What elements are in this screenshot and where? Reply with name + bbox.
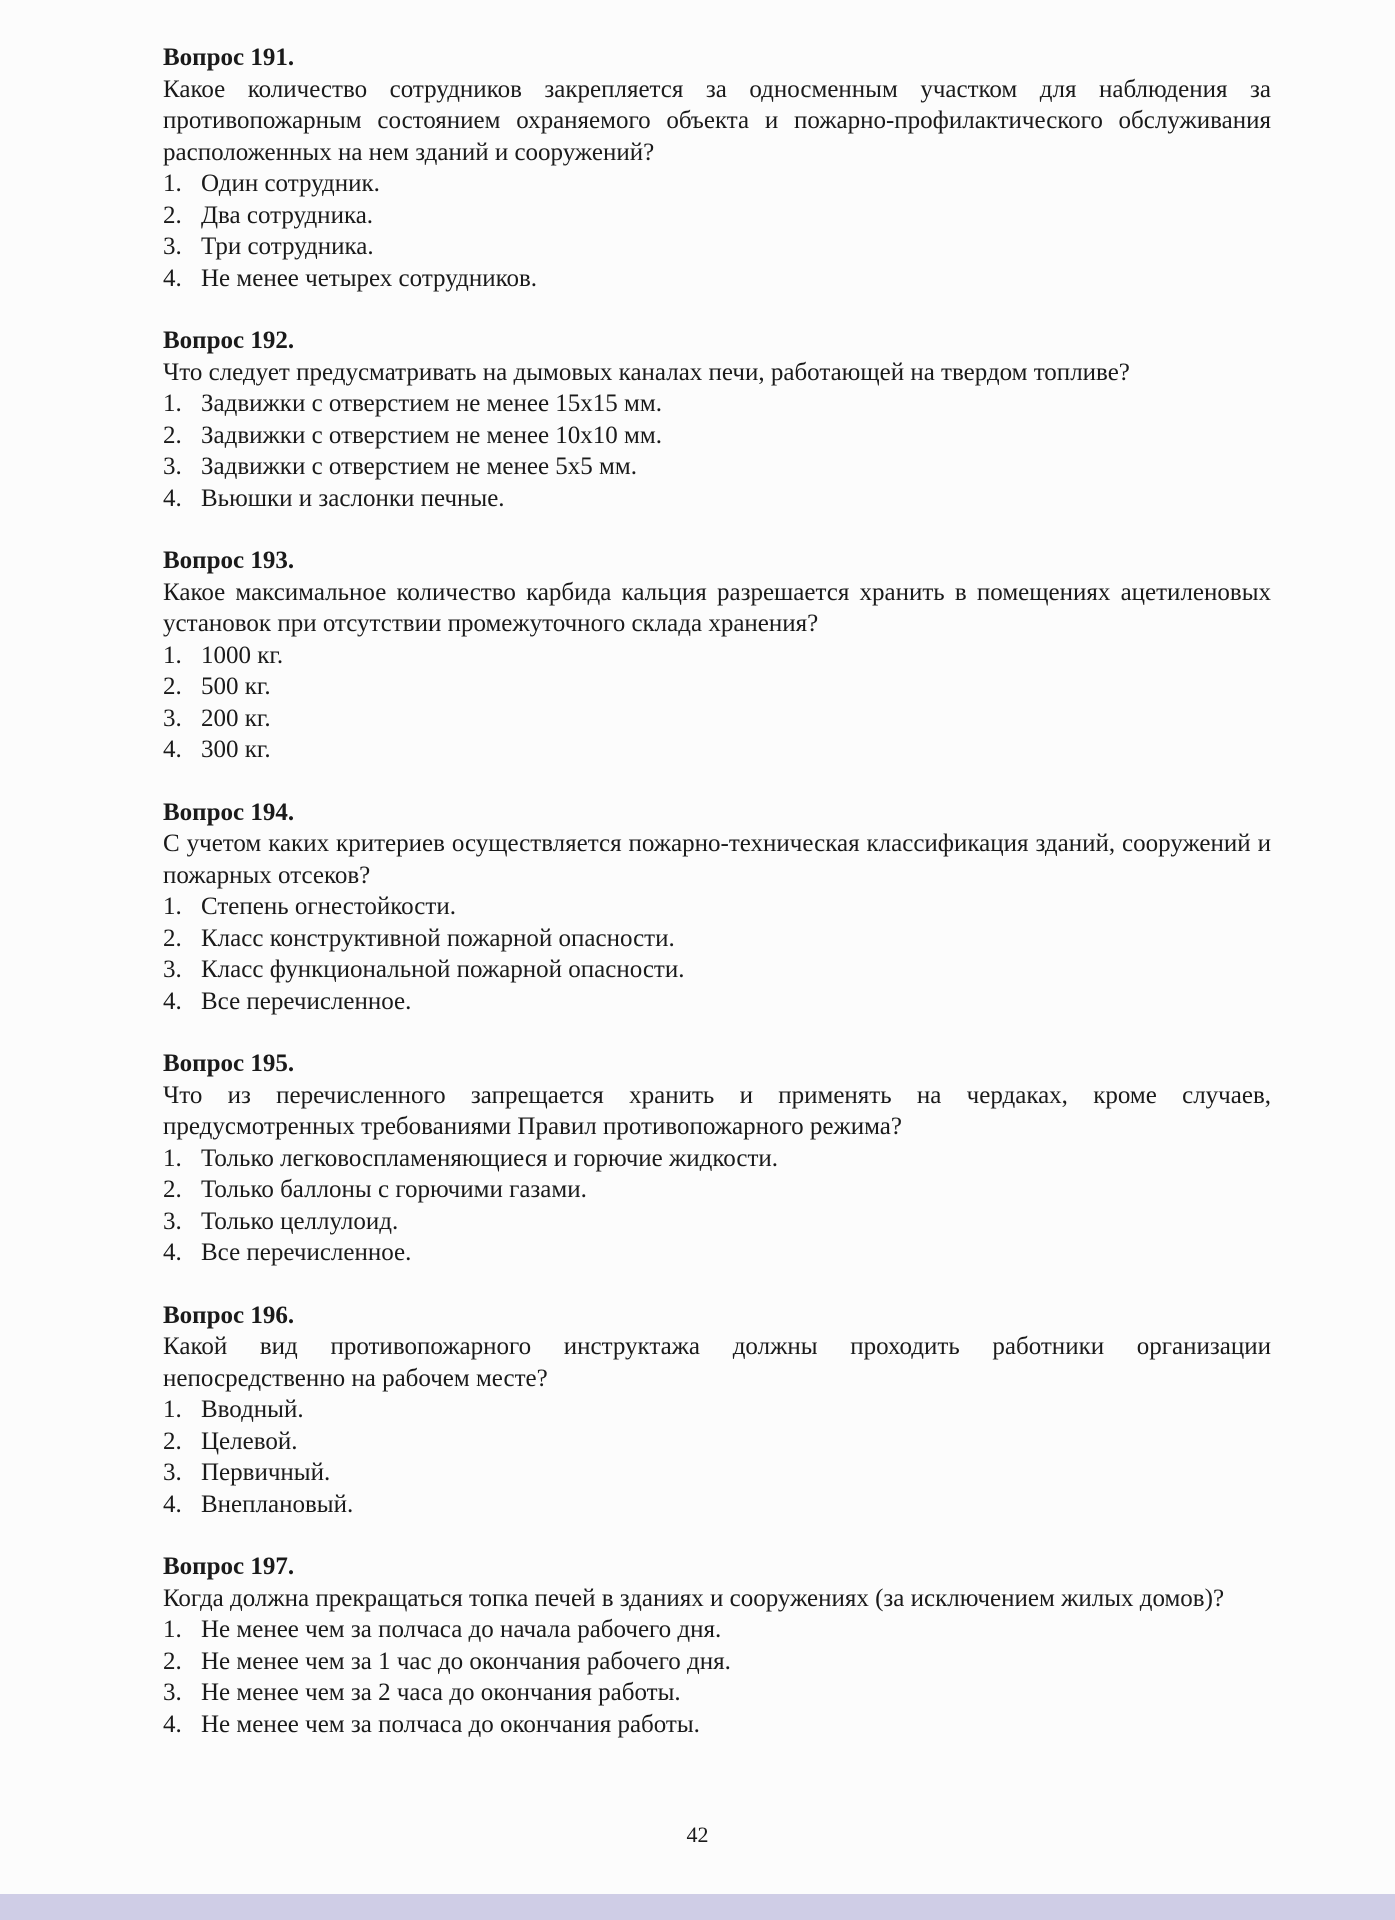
option-number: 3.: [163, 704, 182, 732]
option-number: 1.: [163, 170, 182, 197]
answer-option: [163, 231, 1271, 263]
answer-option: [163, 734, 1271, 766]
answer-options: [163, 891, 1271, 1017]
question-text: Когда должна прекращаться топка печей в зданиях и сооружениях (за исключением жилых домов)?: [163, 1584, 1225, 1612]
answer-option: [163, 1646, 1271, 1678]
option-text: Класс функциональной пожарной опасности.: [201, 956, 685, 983]
option-number: 4.: [163, 484, 182, 512]
option-number: 3.: [163, 956, 182, 983]
questions-list: [163, 42, 1271, 1771]
option-number: 3.: [163, 233, 182, 260]
answer-option: [163, 986, 1271, 1018]
option-number: 1.: [163, 390, 182, 417]
answer-option: [163, 1394, 1271, 1426]
question-194: [163, 797, 1271, 1018]
option-text: Внеплановый.: [201, 1490, 354, 1518]
question-title: Вопрос 196.: [163, 1301, 295, 1329]
question-196: [163, 1300, 1271, 1521]
option-text: Класс конструктивной пожарной опасности.: [201, 924, 675, 952]
scan-bottom-band: [0, 1894, 1395, 1920]
answer-option: [163, 1489, 1271, 1521]
option-number: 4.: [163, 987, 182, 1015]
answer-option: [163, 640, 1271, 672]
option-text: Все перечисленное.: [201, 1239, 412, 1266]
option-text: Не менее чем за полчаса до окончания работы.: [201, 1710, 700, 1738]
question-text: Какой вид противопожарного инструктажа должны проходить работники организации непосредственно на рабочем месте?: [163, 1333, 1271, 1392]
option-number: 2.: [163, 1427, 182, 1455]
option-number: 2.: [163, 1176, 182, 1203]
option-text: 1000 кг.: [201, 641, 284, 669]
answer-option: [163, 483, 1271, 515]
option-text: Вводный.: [201, 1396, 304, 1423]
answer-option: [163, 200, 1271, 232]
answer-option: [163, 451, 1271, 483]
answer-options: [163, 1614, 1271, 1740]
question-197: [163, 1551, 1271, 1740]
answer-option: [163, 671, 1271, 703]
option-number: 1.: [163, 1396, 182, 1423]
answer-option: [163, 388, 1271, 420]
option-number: 2.: [163, 1647, 182, 1675]
answer-option: [163, 1614, 1271, 1646]
option-text: Степень огнестойкости.: [201, 893, 456, 920]
option-number: 4.: [163, 1239, 182, 1266]
option-number: 2.: [163, 201, 182, 229]
answer-options: [163, 1394, 1271, 1520]
answer-options: [163, 388, 1271, 514]
question-title: Вопрос 197.: [163, 1553, 295, 1580]
option-number: 1.: [163, 641, 182, 669]
option-text: Только баллоны с горючими газами.: [201, 1176, 587, 1203]
option-text: Только целлулоид.: [201, 1207, 399, 1235]
question-text: С учетом каких критериев осуществляется пожарно-техническая классификация зданий, сооружений и пожарных отсеков?: [163, 830, 1271, 889]
answer-option: [163, 168, 1271, 200]
option-text: Первичный.: [201, 1459, 331, 1486]
option-text: Не менее чем за 1 час до окончания рабочего дня.: [201, 1647, 731, 1675]
option-text: Все перечисленное.: [201, 987, 412, 1015]
option-number: 1.: [163, 1144, 182, 1172]
option-text: Два сотрудника.: [201, 201, 374, 229]
answer-option: [163, 954, 1271, 986]
option-text: Задвижки с отверстием не менее 10x10 мм.: [201, 421, 662, 449]
option-text: Три сотрудника.: [201, 233, 374, 260]
question-191: [163, 42, 1271, 294]
answer-option: [163, 1426, 1271, 1458]
answer-option: [163, 1457, 1271, 1489]
question-title: Вопрос 192.: [163, 327, 295, 354]
option-number: 1.: [163, 1616, 182, 1643]
option-number: 3.: [163, 1207, 182, 1235]
question-text: Что следует предусматривать на дымовых каналах печи, работающей на твердом топливе?: [163, 358, 1130, 386]
answer-option: [163, 1143, 1271, 1175]
answer-option: [163, 263, 1271, 295]
answer-option: [163, 703, 1271, 735]
question-title: Вопрос 194.: [163, 798, 295, 826]
option-text: Задвижки с отверстием не менее 5x5 мм.: [201, 453, 637, 480]
option-number: 1.: [163, 893, 182, 920]
answer-options: [163, 168, 1271, 294]
question-text: Какое максимальное количество карбида кальция разрешается хранить в помещениях ацетиленовых установок при отсутствии промежуточного склада хранения?: [163, 578, 1271, 637]
answer-option: [163, 923, 1271, 955]
answer-option: [163, 420, 1271, 452]
option-number: 4.: [163, 1710, 182, 1738]
option-text: 500 кг.: [201, 673, 271, 700]
option-number: 3.: [163, 453, 182, 480]
option-text: 200 кг.: [201, 704, 271, 732]
option-text: Один сотрудник.: [201, 170, 380, 197]
question-text: Какое количество сотрудников закрепляется за односменным участком для наблюдения за противопожарным состоянием охраняемого объекта и пожарно-профилактического обслуживания расположенных на нем зданий и сооружений?: [163, 75, 1271, 166]
question-192: [163, 325, 1271, 514]
question-text: Что из перечисленного запрещается хранить и применять на чердаках, кроме случаев, предусмотренных требованиями Правил противопожарного режима?: [163, 1081, 1271, 1140]
option-number: 3.: [163, 1679, 182, 1706]
question-193: [163, 545, 1271, 766]
question-title: Вопрос 191.: [163, 44, 295, 71]
answer-option: [163, 1677, 1271, 1709]
option-number: 2.: [163, 421, 182, 449]
option-number: 2.: [163, 924, 182, 952]
option-number: 4.: [163, 1490, 182, 1518]
option-text: Задвижки с отверстием не менее 15x15 мм.: [201, 390, 662, 417]
answer-option: [163, 891, 1271, 923]
option-text: 300 кг.: [201, 736, 271, 763]
answer-option: [163, 1237, 1271, 1269]
answer-options: [163, 640, 1271, 766]
page-number: 42: [686, 1822, 709, 1847]
question-195: [163, 1048, 1271, 1269]
answer-option: [163, 1206, 1271, 1238]
answer-option: [163, 1709, 1271, 1741]
option-text: Не менее чем за полчаса до начала рабочего дня.: [201, 1616, 722, 1643]
question-title: Вопрос 193.: [163, 547, 295, 574]
answer-option: [163, 1174, 1271, 1206]
option-number: 4.: [163, 736, 182, 763]
option-number: 2.: [163, 673, 182, 700]
option-number: 4.: [163, 264, 182, 292]
option-text: Целевой.: [201, 1427, 298, 1455]
answer-options: [163, 1143, 1271, 1269]
option-text: Не менее четырех сотрудников.: [201, 264, 538, 292]
option-text: Не менее чем за 2 часа до окончания работы.: [201, 1679, 681, 1706]
option-text: Только легковоспламеняющиеся и горючие жидкости.: [201, 1144, 779, 1172]
option-number: 3.: [163, 1459, 182, 1486]
question-title: Вопрос 195.: [163, 1050, 295, 1077]
option-text: Вьюшки и заслонки печные.: [201, 484, 505, 512]
